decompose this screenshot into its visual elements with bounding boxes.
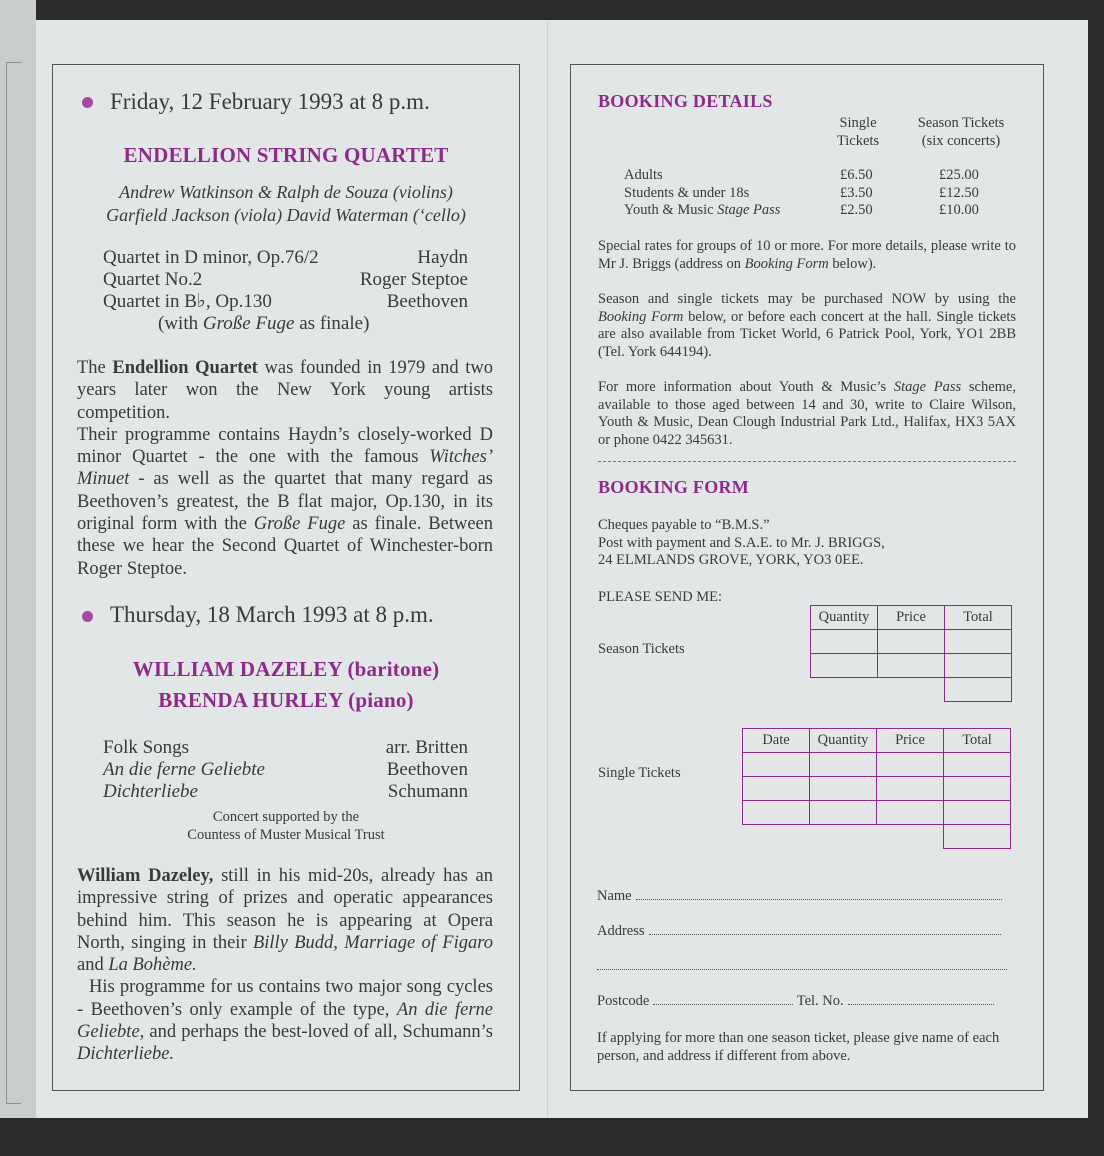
single-quantity-field[interactable] — [810, 801, 877, 825]
bullet-icon — [82, 97, 93, 108]
performers-line: Garfield Jackson (viola) David Waterman (‘cello) — [106, 205, 466, 225]
event2-date: Thursday, 18 March 1993 at 8 p.m. — [110, 602, 434, 627]
single-price-field[interactable] — [877, 777, 944, 801]
single-total-field[interactable] — [944, 801, 1011, 825]
name-field[interactable]: Name — [597, 888, 1002, 905]
programme-row: Quartet in D minor, Op.76/2 Haydn — [103, 247, 468, 268]
col-price: Price — [877, 729, 944, 753]
event1-performers — [60, 181, 512, 227]
booking-details-heading: BOOKING DETAILS — [598, 91, 773, 111]
booking-form-heading: BOOKING FORM — [598, 477, 750, 497]
single-quantity-field[interactable] — [810, 753, 877, 777]
price-table — [624, 167, 994, 220]
col-total: Total — [944, 729, 1011, 753]
desc-paragraph: William Dazeley, still in his mid-20s, already has an impressive string of prizes and operatic appearances behind him. This season he is appearing at Opera North, singing in their Billy Budd, Marriage of Figaro and La Bohème. — [77, 866, 494, 976]
bullet-icon — [82, 611, 93, 622]
support-line: Concert supported by the — [212, 809, 360, 825]
single-date-field[interactable] — [743, 801, 810, 825]
multiple-tickets-note: If applying for more than one season ticket, please give name of each person, and address if different from above. — [597, 1030, 1000, 1064]
season-grand-total-field[interactable] — [945, 678, 1012, 702]
programme-row: Folk Songs arr. Britten — [103, 737, 468, 758]
price-row: Youth & Music Stage Pass £2.50 £10.00 — [624, 202, 979, 218]
event1-date: Friday, 12 February 1993 at 8 p.m. — [110, 89, 430, 114]
programme-row: Dichterliebe Schumann — [103, 781, 468, 802]
season-total-field[interactable] — [945, 630, 1012, 654]
stage-pass-note: For more information about Youth & Music’s Stage Pass scheme, available to those aged between 14 and 30, write to Claire Wilson, Youth & Music, Dean Clough Industrial Park Ltd., Halifax, HX3 5AX or phone 0422 345631. — [598, 379, 1016, 448]
event2-title1: WILLIAM DAZELEY (baritone) — [132, 657, 440, 681]
single-price-field[interactable] — [877, 753, 944, 777]
tel-label: Tel. No. — [796, 993, 844, 1009]
price-row: Students & under 18s £3.50 £12.50 — [624, 184, 979, 201]
col-date: Date — [743, 729, 810, 753]
postal-address: Cheques payable to “B.M.S.” Post with payment and S.A.E. to Mr. J. BRIGGS, 24 ELMLANDS GROVE, YORK, YO3 0EE. — [598, 517, 885, 568]
single-price-field[interactable] — [877, 801, 944, 825]
programme-row: Quartet in B♭, Op.130 Beethoven — [103, 291, 468, 312]
single-grand-total-field[interactable] — [944, 825, 1011, 849]
season-quantity-field[interactable] — [811, 654, 878, 678]
event1-programme — [103, 247, 468, 335]
event1-description — [77, 357, 493, 580]
performers-line: Andrew Watkinson & Ralph de Souza (violins) — [119, 182, 453, 202]
postcode-field[interactable]: Postcode Tel. No. — [597, 993, 994, 1010]
single-tickets-header: Single Tickets — [836, 115, 880, 149]
programme-row: Quartet No.2 Roger Steptoe — [103, 269, 468, 290]
cut-line — [598, 461, 1016, 462]
desc-paragraph: Their programme contains Haydn’s closely-worked D minor Quartet - the one with the famous Witches’ Minuet - as well as the quartet that many regard as Beethoven’s greatest, the B flat major, Op.130, in its original form with the Große Fuge as finale. Between these we hear the Second Quartet of Winchester-born Roger Steptoe. — [77, 424, 494, 579]
please-send-label: PLEASE SEND ME: — [598, 589, 723, 605]
season-total-field[interactable] — [945, 654, 1012, 678]
single-tickets-label: Single Tickets — [598, 765, 681, 781]
season-quantity-field[interactable] — [811, 630, 878, 654]
event2-support — [60, 809, 512, 844]
event2-title2: BRENDA HURLEY (piano) — [158, 688, 414, 712]
event2-programme — [103, 737, 468, 803]
season-tickets-label: Season Tickets — [598, 641, 685, 657]
col-total: Total — [945, 606, 1012, 630]
single-tickets-table — [742, 728, 1011, 849]
season-price-field[interactable] — [878, 654, 945, 678]
support-line: Countess of Muster Musical Trust — [187, 826, 385, 843]
col-quantity: Quantity — [811, 606, 878, 630]
single-quantity-field[interactable] — [810, 777, 877, 801]
address-line2-field[interactable] — [597, 958, 1007, 975]
desc-paragraph: His programme for us contains two major song cycles - Beethoven’s only example of the type, An die ferne Geliebte, and perhaps the best-loved of all, Schumann’s Dichterliebe. — [77, 977, 493, 1065]
season-price-field[interactable] — [878, 630, 945, 654]
programme-note: (with Große Fuge as finale) — [158, 313, 370, 334]
season-tickets-table — [810, 605, 1012, 702]
single-total-field[interactable] — [944, 777, 1011, 801]
desc-paragraph: The Endellion Quartet was founded in 1979 and two years later won the New York young artists competition. — [77, 358, 494, 423]
programme-row: An die ferne Geliebte Beethoven — [103, 759, 468, 780]
price-row: Adults £6.50 £25.00 — [624, 167, 979, 183]
adjacent-page-edge — [0, 0, 36, 1118]
event1-title: ENDELLION STRING QUARTET — [123, 143, 449, 167]
fold-line — [547, 20, 548, 1118]
col-price: Price — [878, 606, 945, 630]
single-total-field[interactable] — [944, 753, 1011, 777]
single-date-field[interactable] — [743, 753, 810, 777]
tel-field[interactable] — [848, 994, 994, 1005]
event2-description — [77, 865, 493, 1066]
purchase-note: Season and single tickets may be purchased NOW by using the Booking Form below, or before each concert at the hall. Single tickets are also available from Ticket World, 6 Patrick Pool, York, YO1 2BB (Tel. York 644194). — [598, 291, 1017, 360]
group-rates-note: Special rates for groups of 10 or more. For more details, please write to Mr J. Briggs (address on Booking Form below). — [598, 238, 1016, 272]
address-field[interactable]: Address — [597, 923, 1001, 940]
col-quantity: Quantity — [810, 729, 877, 753]
single-date-field[interactable] — [743, 777, 810, 801]
season-tickets-header: Season Tickets (six concerts) — [917, 115, 1005, 149]
